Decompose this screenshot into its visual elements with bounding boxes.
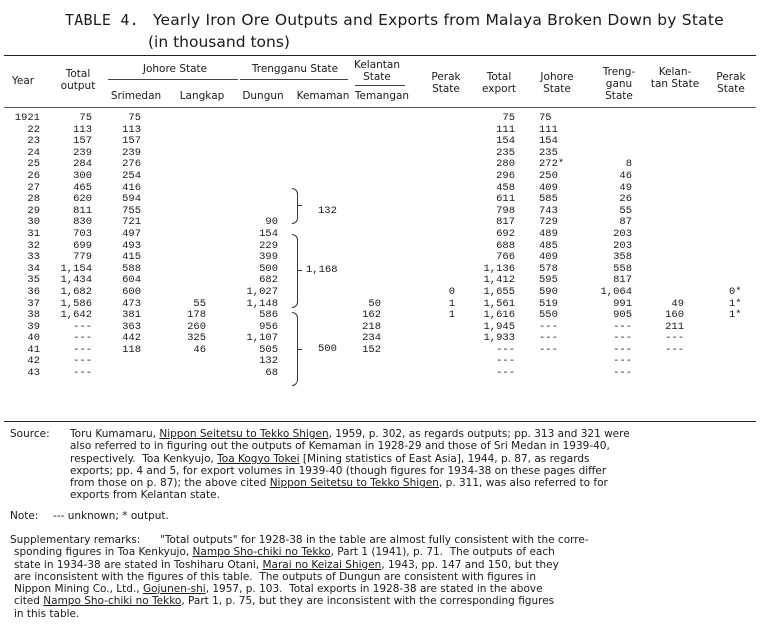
cell-total-output: 1,154	[60, 262, 92, 275]
cell-langkap: 46	[193, 343, 206, 356]
cell-total-export: 235	[496, 146, 515, 159]
cell-srimedan: 239	[122, 146, 141, 159]
header-temangan: Temangan	[354, 90, 410, 102]
cell-exp-johore: ---	[539, 332, 558, 345]
cell-total-export: 1,561	[483, 297, 515, 310]
cell-exp-johore: ---	[539, 343, 558, 356]
cell-dungun: 68	[265, 367, 278, 380]
cell-exp-kelantan: ---	[665, 343, 684, 356]
cell-exp-johore: 585	[539, 193, 558, 206]
cell-year: 23	[27, 135, 40, 148]
note-text-segment: , 1959, p. 302, as regards outputs; pp. 313 and 321 were	[328, 428, 630, 440]
note-line	[14, 534, 754, 546]
note-line	[14, 608, 754, 620]
kemaman-value-1928: 132	[318, 205, 337, 217]
cell-exp-perak	[729, 368, 755, 380]
cell-exp-johore: 578	[539, 262, 558, 275]
note-text-segment: Toru Kumamaru,	[70, 428, 160, 440]
note-text-segment: cited	[14, 595, 44, 608]
note-label: Note:	[10, 510, 39, 522]
cell-exp-kelantan: 211	[665, 320, 684, 333]
cell-srimedan: 442	[122, 332, 141, 345]
cell-temangan: 234	[362, 332, 381, 345]
cell-total-output: 75	[79, 112, 92, 124]
cell-dungun: 586	[259, 309, 278, 322]
cell-total-output: 811	[73, 204, 92, 217]
brace-tip	[297, 270, 302, 271]
cell-exp-kelantan: ---	[665, 332, 684, 345]
cited-title: Gojunen-shi	[142, 583, 206, 596]
cited-title: Nippon Seitetsu to Tekko Shigen	[269, 477, 439, 490]
header-langkap: Langkap	[179, 90, 225, 102]
cell-exp-trengganu	[590, 113, 632, 125]
cell-total-export: 280	[496, 158, 515, 171]
cell-srimedan: 604	[122, 274, 141, 287]
column-exp-johore	[539, 113, 581, 380]
header-kemaman: Kemaman	[296, 90, 350, 102]
kemaman-brace-1930-35	[292, 234, 298, 308]
note-line	[14, 595, 754, 607]
note-text-segment: , Part 1, p. 75, but they are inconsistent with the corresponding figures	[181, 595, 555, 608]
cell-exp-johore: 590	[539, 285, 558, 298]
cell-total-export: 1,933	[483, 332, 515, 345]
cell-year: 41	[27, 343, 40, 356]
cell-srimedan: 276	[122, 158, 141, 171]
cell-exp-johore: 743	[539, 204, 558, 217]
cell-srimedan: 363	[122, 320, 141, 333]
cell-year: 25	[27, 158, 40, 171]
cell-year: 31	[27, 227, 40, 240]
cell-total-export: 1,616	[483, 309, 515, 322]
cell-srimedan: 254	[122, 169, 141, 182]
cell-dungun: 505	[259, 343, 278, 356]
kemaman-value-1936: 500	[318, 343, 337, 355]
cell-exp-trengganu: 87	[619, 216, 632, 229]
cell-total-output: 830	[73, 216, 92, 229]
cell-exp-perak: 0*	[729, 285, 742, 298]
cell-total-output: ---	[73, 320, 92, 333]
cell-total-output: 779	[73, 251, 92, 264]
cell-dungun	[240, 171, 278, 183]
cell-perak	[440, 171, 455, 183]
cited-title: Nippon Seitetsu to Tekko Shigen	[159, 428, 329, 440]
cell-exp-johore: 489	[539, 227, 558, 240]
top-rule	[4, 55, 756, 56]
cell-total-output: ---	[73, 355, 92, 368]
cell-langkap: 178	[187, 309, 206, 322]
cell-total-export: 798	[496, 204, 515, 217]
cited-title: Marai no Keizai Shigen	[262, 558, 382, 571]
cell-total-export: 611	[496, 193, 515, 206]
cell-dungun: 956	[259, 320, 278, 333]
cell-total-export: 111	[496, 123, 515, 136]
cell-year: 40	[27, 332, 40, 345]
note-line	[70, 489, 760, 501]
cell-temangan	[350, 171, 381, 183]
cell-total-export: 817	[496, 216, 515, 229]
cell-exp-trengganu: ---	[613, 332, 632, 345]
note-line	[70, 428, 760, 440]
header-perak-state: Perak State	[431, 71, 461, 95]
cell-srimedan	[106, 368, 141, 380]
cell-exp-trengganu: 358	[613, 251, 632, 264]
cell-year: 33	[27, 251, 40, 264]
cell-temangan: 152	[362, 343, 381, 356]
cell-dungun: 229	[259, 239, 278, 252]
cell-total-export: 1,655	[483, 285, 515, 298]
cited-title: Nampo Sho-chiki no Tekko	[43, 595, 182, 608]
cell-exp-kelantan	[650, 368, 684, 380]
note-text-segment: , Part 1 (1941), p. 71. The outputs of each	[330, 546, 555, 559]
cell-langkap	[175, 194, 206, 206]
note-text-segment: from those on p. 87); the above cited	[70, 477, 270, 490]
cited-title: Toa Kogyo Tokei	[217, 452, 300, 465]
note-text-segment: [Mining statistics of East Asia], 1944, p. 87, as regards	[299, 452, 590, 465]
cell-total-export: 1,136	[483, 262, 515, 275]
cell-exp-johore: 595	[539, 274, 558, 287]
cell-temangan	[350, 368, 381, 380]
cell-exp-perak: 1*	[729, 297, 742, 310]
cell-srimedan: 721	[122, 216, 141, 229]
cell-perak	[440, 252, 455, 264]
cell-year: 43	[27, 367, 40, 380]
cell-exp-johore: 235	[539, 146, 558, 159]
table-number: TABLE 4.	[65, 11, 139, 29]
cell-exp-kelantan	[650, 171, 684, 183]
cell-temangan	[350, 229, 381, 241]
header-exp-trengganu: Treng- ganu State	[602, 66, 636, 102]
note-text-segment: , 1943, pp. 147 and 150, but they	[381, 558, 559, 571]
cell-exp-trengganu: ---	[613, 367, 632, 380]
header-kelantan-state: Kelantan State	[353, 59, 401, 83]
cell-exp-johore: 154	[539, 135, 558, 148]
cell-total-export: 688	[496, 239, 515, 252]
cell-total-output: ---	[73, 343, 92, 356]
cell-dungun: 1,148	[246, 297, 278, 310]
cell-exp-trengganu: ---	[613, 320, 632, 333]
note-line	[70, 440, 760, 452]
cell-exp-kelantan	[650, 194, 684, 206]
cell-total-output: 113	[73, 123, 92, 136]
cell-dungun: 154	[259, 227, 278, 240]
cell-dungun: 90	[265, 216, 278, 229]
cell-langkap	[175, 252, 206, 264]
note-text-segment: , p. 311, was also referred to for	[438, 477, 608, 490]
cell-total-output: 300	[73, 169, 92, 182]
cell-exp-johore: ---	[539, 320, 558, 333]
cell-dungun	[240, 194, 278, 206]
cell-srimedan: 594	[122, 193, 141, 206]
supplementary-label: Supplementary remarks:	[10, 534, 141, 546]
note-line	[70, 477, 760, 489]
cell-exp-kelantan	[650, 252, 684, 264]
cell-exp-perak	[729, 113, 755, 125]
cell-perak: 1	[448, 309, 455, 322]
note-line	[70, 465, 760, 477]
cell-total-output: 703	[73, 227, 92, 240]
cell-year: 22	[27, 123, 40, 136]
cell-exp-kelantan: 160	[665, 309, 684, 322]
cell-srimedan: 75	[128, 112, 141, 124]
cell-total-output: 465	[73, 181, 92, 194]
note-text-segment: Nippon Mining Co., Ltd.,	[14, 583, 143, 596]
cell-dungun: 132	[259, 355, 278, 368]
note-text-segment: state in 1934-38 are stated in Toshiharu Otani,	[14, 558, 263, 571]
cell-exp-trengganu: 558	[613, 262, 632, 275]
cell-year: 32	[27, 239, 40, 252]
cell-exp-johore: 409	[539, 251, 558, 264]
cell-year: 30	[27, 216, 40, 229]
table-subtitle: (in thousand tons)	[148, 33, 290, 51]
cell-total-output: 1,586	[60, 297, 92, 310]
cell-perak	[440, 113, 455, 125]
cell-total-output: 157	[73, 135, 92, 148]
cell-exp-johore: 272*	[539, 158, 565, 171]
cell-year: 37	[27, 297, 40, 310]
column-exp-kelantan	[650, 113, 684, 380]
header-exp-perak: Perak State	[716, 71, 746, 95]
cell-total-export: 75	[502, 112, 515, 124]
cell-temangan: 50	[368, 297, 381, 310]
note-line	[70, 453, 760, 465]
cell-exp-trengganu: 905	[613, 309, 632, 322]
header-year: Year	[11, 75, 35, 87]
cell-exp-johore: 111	[539, 123, 558, 136]
supplementary-text	[14, 534, 754, 620]
cell-exp-kelantan	[650, 287, 684, 299]
column-dungun	[240, 113, 278, 380]
cell-exp-johore: 729	[539, 216, 558, 229]
header-total-export: Total export	[481, 71, 516, 95]
cell-exp-johore	[539, 368, 581, 380]
kemaman-brace-1928-29	[292, 188, 298, 224]
column-langkap	[175, 113, 206, 380]
cell-year: 38	[27, 309, 40, 322]
cell-temangan	[350, 194, 381, 206]
source-text	[70, 428, 760, 502]
cell-total-output: 1,682	[60, 285, 92, 298]
cell-total-export: 296	[496, 169, 515, 182]
cell-srimedan: 113	[122, 123, 141, 136]
cell-temangan	[350, 287, 381, 299]
cell-exp-johore: 550	[539, 309, 558, 322]
cell-total-export: ---	[496, 355, 515, 368]
note-text-segment: in this table.	[14, 607, 80, 620]
notes-section	[10, 428, 755, 623]
cell-year: 35	[27, 274, 40, 287]
cell-total-output: 1,434	[60, 274, 92, 287]
kelantan-underline	[355, 85, 405, 86]
cell-srimedan: 473	[122, 297, 141, 310]
cell-langkap: 325	[187, 332, 206, 345]
cell-year: 28	[27, 193, 40, 206]
cell-exp-johore: 485	[539, 239, 558, 252]
column-perak	[440, 113, 455, 380]
cell-total-output: ---	[73, 332, 92, 345]
column-temangan	[350, 113, 381, 380]
cell-exp-perak	[729, 171, 755, 183]
header-dungun: Dungun	[242, 90, 284, 102]
column-total-export	[474, 113, 515, 380]
brace-tip	[297, 205, 302, 206]
cell-exp-johore	[539, 356, 581, 368]
cell-dungun: 1,027	[246, 285, 278, 298]
source-label: Source:	[10, 428, 50, 440]
note-line	[14, 559, 754, 571]
cell-perak: 0	[448, 285, 455, 298]
note-line	[14, 583, 754, 595]
cell-srimedan: 415	[122, 251, 141, 264]
cell-year: 24	[27, 146, 40, 159]
column-year	[8, 113, 40, 380]
cell-total-export: ---	[496, 343, 515, 356]
header-srimedan: Srimedan	[110, 90, 162, 102]
table-title	[65, 10, 724, 31]
note-line	[14, 571, 754, 583]
cell-year: 26	[27, 169, 40, 182]
column-exp-perak	[729, 113, 755, 380]
cell-srimedan: 497	[122, 227, 141, 240]
cell-year: 1921	[14, 112, 40, 124]
cell-total-output: 620	[73, 193, 92, 206]
cell-total-output: 284	[73, 158, 92, 171]
cell-langkap	[175, 113, 206, 125]
note-text-segment: also referred to in figuring out the outputs of Kemaman in 1928-29 and those of Sri Medan in 1939-40,	[70, 440, 610, 453]
cell-srimedan: 118	[122, 343, 141, 356]
note-text-segment: , 1957, p. 103. Total exports in 1928-38 are stated in the above	[205, 583, 543, 596]
johore-underline	[108, 79, 238, 80]
cell-exp-johore: 250	[539, 169, 558, 182]
cell-exp-perak	[729, 229, 755, 241]
cell-langkap: 55	[193, 297, 206, 310]
trengganu-underline	[240, 79, 348, 80]
cell-srimedan: 755	[122, 204, 141, 217]
cell-exp-trengganu: 991	[613, 297, 632, 310]
header-exp-johore: Johore State	[540, 71, 574, 95]
cell-year: 27	[27, 181, 40, 194]
cell-temangan: 162	[362, 309, 381, 322]
cell-langkap	[175, 229, 206, 241]
cell-total-output: 239	[73, 146, 92, 159]
cell-srimedan: 381	[122, 309, 141, 322]
cell-dungun: 500	[259, 262, 278, 275]
cell-exp-trengganu: 49	[619, 181, 632, 194]
column-exp-trengganu	[590, 113, 632, 380]
cell-total-export: 458	[496, 181, 515, 194]
cell-exp-trengganu: 8	[625, 158, 632, 171]
note-text: --- unknown; * output.	[53, 510, 169, 522]
cell-total-output: 1,642	[60, 309, 92, 322]
cell-dungun	[240, 113, 278, 125]
cell-total-export: 692	[496, 227, 515, 240]
column-total-output	[50, 113, 92, 380]
cell-perak	[440, 368, 455, 380]
cell-exp-trengganu: 26	[619, 193, 632, 206]
header-johore-state: Johore State	[142, 63, 208, 75]
cell-srimedan: 493	[122, 239, 141, 252]
cell-year: 36	[27, 285, 40, 298]
bottom-rule	[4, 421, 756, 422]
note-text-segment: "Total outputs" for 1928-38 in the table are almost fully consistent with the corre-	[160, 534, 589, 546]
cell-total-output: 699	[73, 239, 92, 252]
note-text-segment: exports; pp. 4 and 5, for export volumes in 1939-40 (though figures for 1934-38 on these pages differ	[70, 464, 607, 477]
cell-exp-johore: 75	[539, 112, 552, 124]
cell-total-export: 1,945	[483, 320, 515, 333]
cell-dungun: 1,107	[246, 332, 278, 345]
cell-langkap	[175, 171, 206, 183]
table-title-line1: Yearly Iron Ore Outputs and Exports from Malaya Broken Down by State	[152, 11, 724, 29]
cell-year: 34	[27, 262, 40, 275]
cell-exp-trengganu: 46	[619, 169, 632, 182]
cell-exp-johore: 409	[539, 181, 558, 194]
cell-year: 29	[27, 204, 40, 217]
cell-perak: 1	[448, 297, 455, 310]
brace-tip	[297, 349, 302, 350]
cell-srimedan: 600	[122, 285, 141, 298]
cell-srimedan: 588	[122, 262, 141, 275]
cell-exp-trengganu: 1,064	[600, 285, 632, 298]
cell-total-output: ---	[73, 367, 92, 380]
note-text-segment: respectively. Toa Kenkyujo,	[70, 452, 218, 465]
cell-exp-trengganu: ---	[613, 355, 632, 368]
note-text-segment: exports from Kelantan state.	[70, 489, 220, 502]
cell-dungun: 399	[259, 251, 278, 264]
cell-year: 42	[27, 355, 40, 368]
cell-exp-trengganu: ---	[613, 343, 632, 356]
cell-exp-johore: 519	[539, 297, 558, 310]
cell-exp-perak: 1*	[729, 309, 742, 322]
cell-temangan	[350, 252, 381, 264]
cell-exp-kelantan: 49	[671, 297, 684, 310]
cell-dungun: 682	[259, 274, 278, 287]
note-text-segment: are inconsistent with the figures of this table. The outputs of Dungun are consistent with figures in	[14, 570, 536, 583]
cell-langkap: 260	[187, 320, 206, 333]
cell-exp-kelantan	[650, 113, 684, 125]
cell-perak	[440, 194, 455, 206]
cell-total-export: ---	[496, 367, 515, 380]
cell-perak	[440, 229, 455, 241]
cell-total-export: 154	[496, 135, 515, 148]
header-total-output: Total output	[60, 68, 96, 92]
cell-langkap	[175, 368, 206, 380]
cell-exp-perak	[729, 194, 755, 206]
cell-exp-trengganu: 817	[613, 274, 632, 287]
cell-exp-kelantan	[650, 229, 684, 241]
cell-srimedan: 157	[122, 135, 141, 148]
cell-langkap	[175, 287, 206, 299]
cell-exp-trengganu: 203	[613, 239, 632, 252]
note-line	[14, 546, 754, 558]
header-trengganu-state: Trengganu State	[251, 63, 339, 75]
header-rule	[4, 107, 756, 108]
kemaman-value-1930: 1,168	[306, 264, 338, 276]
cell-year: 39	[27, 320, 40, 333]
cell-exp-trengganu: 55	[619, 204, 632, 217]
cell-temangan: 218	[362, 320, 381, 333]
cell-total-export: 766	[496, 251, 515, 264]
cell-srimedan: 416	[122, 181, 141, 194]
cited-title: Nampo Sho-chiki no Tekko	[192, 546, 331, 559]
column-srimedan	[106, 113, 141, 380]
cell-exp-trengganu: 203	[613, 227, 632, 240]
header-exp-kelantan: Kelan- tan State	[650, 66, 700, 90]
cell-temangan	[350, 113, 381, 125]
cell-total-export: 1,412	[483, 274, 515, 287]
note-text-segment: sponding figures in Toa Kenkyujo,	[14, 546, 193, 559]
cell-exp-perak	[729, 252, 755, 264]
